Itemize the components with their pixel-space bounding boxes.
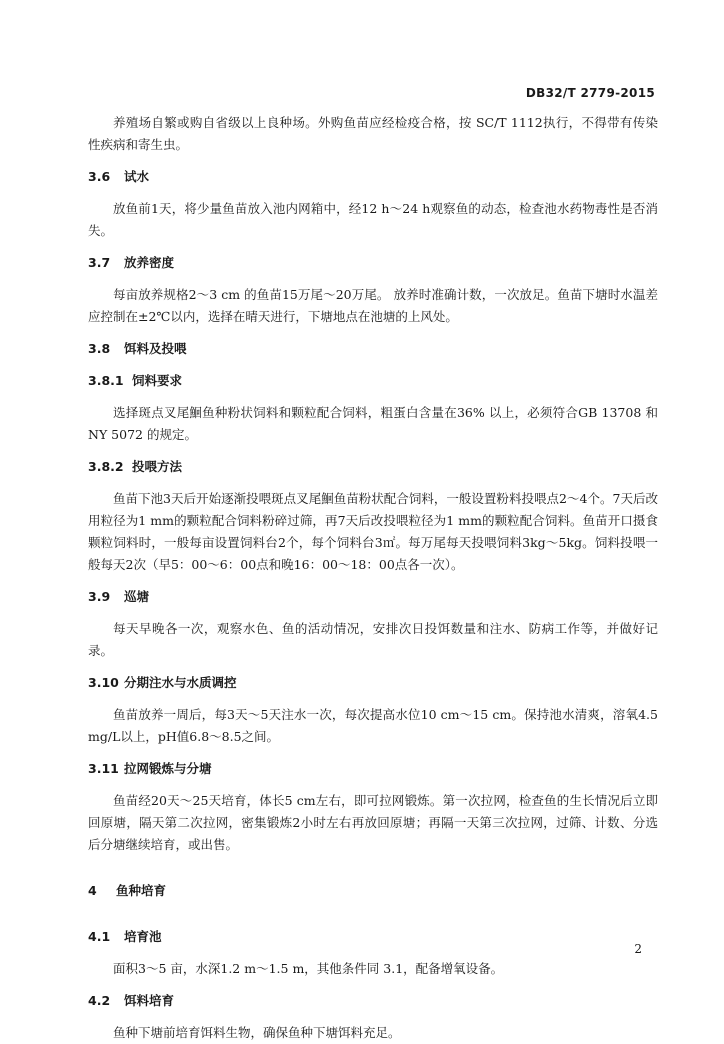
paragraph: 放鱼前1天，将少量鱼苗放入池内网箱中，经12 h～24 h观察鱼的动态，检查池水药物毒性是否消失。 (88, 201, 658, 238)
section-number: 3.10 (88, 675, 119, 690)
chapter-title: 鱼种培育 (116, 883, 167, 898)
section-heading-3-7 (88, 252, 658, 274)
section-number: 3.11 (88, 761, 119, 776)
section-title: 拉网锻炼与分塘 (124, 761, 212, 776)
paragraph: 每亩放养规格2～3 cm 的鱼苗15万尾～20万尾。 放养时准确计数，一次放足。鱼苗下塘时水温差应控制在±2℃以内，选择在晴天进行，下塘地点在池塘的上风处。 (88, 287, 658, 324)
chapter-heading-4 (88, 880, 658, 902)
section-heading-3-8-1 (88, 370, 658, 392)
paragraph: 养殖场自繁或购自省级以上良种场。外购鱼苗应经检疫合格，按 SC/T 1112执行，不得带有传染性疾病和寄生虫。 (88, 115, 658, 152)
section-heading-4-1 (88, 926, 658, 948)
section-number: 4.2 (88, 993, 111, 1008)
section-number: 3.8.1 (88, 373, 124, 388)
section-title: 饵料及投喂 (124, 341, 187, 356)
paragraph: 面积3～5 亩，水深1.2 m～1.5 m，其他条件同 3.1，配备增氧设备。 (113, 961, 504, 976)
section-title: 饲料要求 (132, 373, 183, 388)
section-number: 3.6 (88, 169, 111, 184)
section-heading-3-6 (88, 166, 658, 188)
section-title: 培育池 (124, 929, 162, 944)
page-number: 2 (634, 942, 642, 956)
section-heading-3-8 (88, 338, 658, 360)
standard-code: DB32/T 2779-2015 (525, 86, 655, 100)
section-title: 放养密度 (124, 255, 175, 270)
section-number: 3.7 (88, 255, 111, 270)
section-heading-3-11 (88, 758, 658, 780)
section-title: 投喂方法 (132, 459, 183, 474)
section-heading-4-2 (88, 990, 658, 1012)
paragraph: 鱼苗放养一周后，每3天～5天注水一次，每次提高水位10 cm～15 cm。保持池水清爽，溶氧4.5mg/L以上，pH值6.8～8.5之间。 (88, 707, 658, 744)
section-number: 3.9 (88, 589, 111, 604)
chapter-number: 4 (88, 883, 97, 898)
section-title: 巡塘 (124, 589, 150, 604)
section-number: 4.1 (88, 929, 111, 944)
paragraph: 每天早晚各一次，观察水色、鱼的活动情况，安排次日投饵数量和注水、防病工作等，并做好记录。 (88, 621, 658, 658)
section-number: 3.8 (88, 341, 111, 356)
section-number: 3.8.2 (88, 459, 124, 474)
section-heading-3-10 (88, 672, 658, 694)
paragraph: 鱼种下塘前培育饵料生物，确保鱼种下塘饵料充足。 (113, 1025, 401, 1040)
document-body (88, 112, 658, 1044)
paragraph: 鱼苗下池3天后开始逐渐投喂斑点叉尾鮰鱼苗粉状配合饲料，一般设置粉料投喂点2～4个。7天后改用粒径为1 mm的颗粒配合饲料粉碎过筛，再7天后改投喂粒径为1 mm的颗粒配合饲料。鱼苗开口摄食颗粒饲料时，一般每亩设置饲料台2个，每个饲料台3㎡。每万尾每天投喂饲料3kg～5kg。饲料投喂一般每天2次（早5：00～6：00点和晚16：00～18：00点各一次）。 (88, 491, 658, 572)
section-title: 试水 (124, 169, 150, 184)
paragraph: 鱼苗经20天～25天培育，体长5 cm左右，即可拉网锻炼。第一次拉网，检查鱼的生长情况后立即回原塘，隔天第二次拉网，密集锻炼2小时左右再放回原塘；再隔一天第三次拉网，过筛、计数、分选后分塘继续培育，或出售。 (88, 793, 658, 852)
section-title: 饵料培育 (124, 993, 175, 1008)
section-heading-3-9 (88, 586, 658, 608)
section-heading-3-8-2 (88, 456, 658, 478)
paragraph: 选择斑点叉尾鮰鱼种粉状饲料和颗粒配合饲料，粗蛋白含量在36% 以上，必须符合GB 13708 和NY 5072 的规定。 (88, 405, 658, 442)
section-title: 分期注水与水质调控 (124, 675, 237, 690)
